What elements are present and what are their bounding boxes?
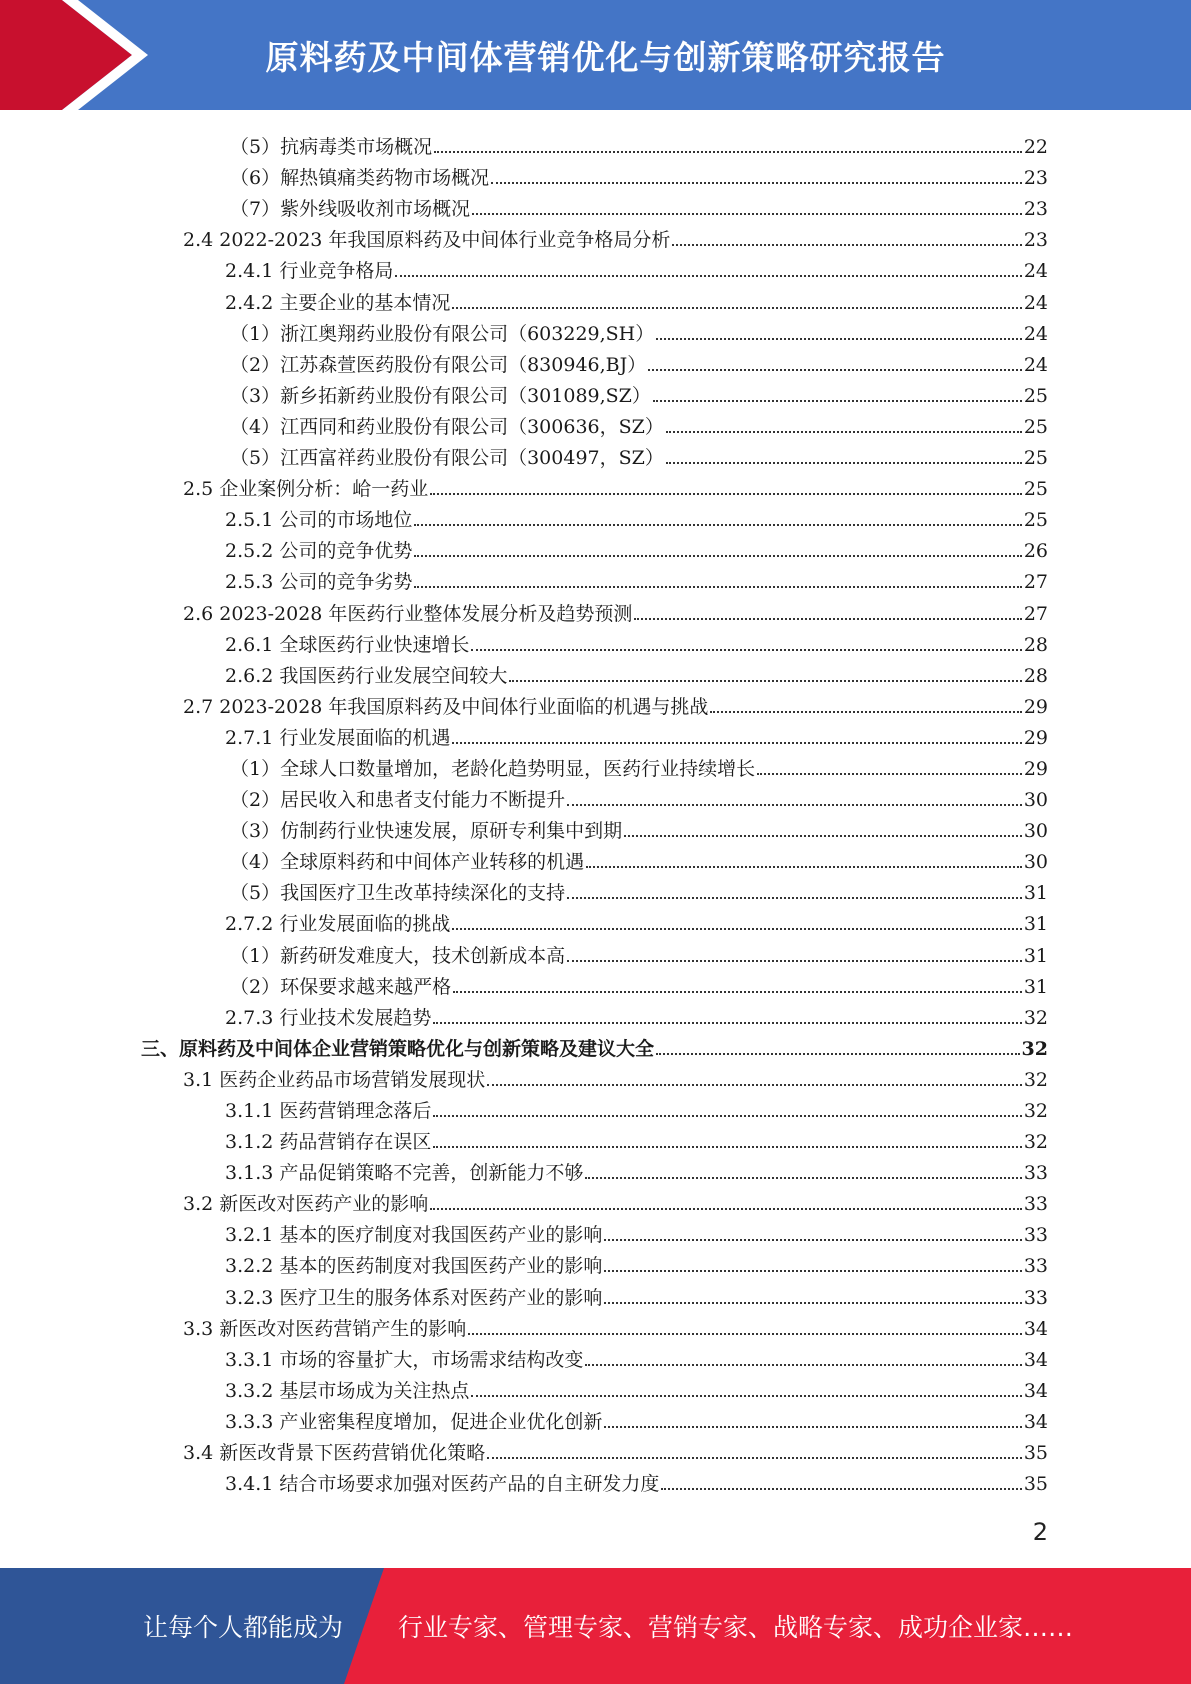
table-of-contents: [0, 127, 1191, 1495]
toc-entry-page: 33: [1023, 1255, 1048, 1278]
toc-entry-label: 3.2 新医改对医药产业的影响: [183, 1193, 429, 1216]
toc-entry[interactable]: [0, 562, 1048, 593]
toc-entry[interactable]: [0, 500, 1048, 531]
toc-entry-label: （6）解热镇痛类药物市场概况: [230, 167, 490, 190]
toc-entry[interactable]: [0, 469, 1048, 500]
toc-entry-label: （5）抗病毒类市场概况: [230, 136, 433, 159]
toc-dot-leader: [472, 212, 1022, 215]
toc-entry-label: （7）紫外线吸收剂市场概况: [230, 198, 471, 221]
toc-entry-page: 24: [1023, 260, 1048, 283]
toc-dot-leader: [509, 679, 1021, 682]
toc-entry-page: 32: [1023, 1068, 1048, 1091]
toc-entry[interactable]: [0, 1464, 1048, 1495]
toc-entry-page: 25: [1023, 415, 1048, 438]
toc-entry-page: 24: [1023, 353, 1048, 376]
toc-dot-leader: [433, 1114, 1021, 1117]
toc-dot-leader: [452, 927, 1021, 930]
toc-entry[interactable]: [0, 873, 1048, 904]
toc-entry[interactable]: [0, 780, 1048, 811]
toc-entry-page: 24: [1023, 322, 1048, 345]
toc-entry-page: 34: [1023, 1348, 1048, 1371]
toc-entry-label: （3）新乡拓新药业股份有限公司（301089,SZ）: [230, 384, 651, 407]
toc-entry[interactable]: [0, 438, 1048, 469]
toc-entry-page: 29: [1023, 757, 1048, 780]
toc-entry[interactable]: [0, 531, 1048, 562]
toc-entry[interactable]: [0, 1122, 1048, 1153]
toc-entry-page: 31: [1023, 975, 1048, 998]
toc-entry-label: （4）全球原料药和中间体产业转移的机遇: [230, 851, 585, 874]
toc-entry[interactable]: [0, 407, 1048, 438]
toc-entry-label: （1）新药研发难度大，技术创新成本高: [230, 944, 566, 967]
toc-dot-leader: [656, 1052, 1020, 1055]
toc-entry-page: 23: [1023, 167, 1048, 190]
toc-entry[interactable]: [0, 251, 1048, 282]
footer-banner: [0, 1568, 1191, 1684]
toc-entry-label: 3.1 医药企业药品市场营销发展现状: [183, 1068, 486, 1091]
toc-entry-label: 3.1.2 药品营销存在误区: [225, 1131, 432, 1154]
toc-entry-label: 2.5.3 公司的竞争劣势: [225, 571, 413, 594]
toc-entry[interactable]: [0, 1340, 1048, 1371]
toc-entry-page: 32: [1023, 1100, 1048, 1122]
toc-entry[interactable]: [0, 1402, 1048, 1433]
toc-dot-leader: [434, 150, 1022, 153]
toc-entry[interactable]: [0, 282, 1048, 313]
toc-entry-page: 30: [1023, 789, 1048, 812]
toc-dot-leader: [453, 990, 1022, 993]
toc-entry-page: 35: [1023, 1473, 1048, 1496]
toc-entry-label: （2）居民收入和患者支付能力不断提升: [230, 789, 566, 812]
toc-dot-leader: [666, 461, 1022, 464]
toc-entry-label: 2.5 企业案例分析：峆一药业: [183, 478, 429, 501]
toc-dot-leader: [624, 834, 1022, 837]
toc-entry-label: 三、原料药及中间体企业营销策略优化与创新策略及建议大全: [141, 1037, 655, 1060]
toc-entry[interactable]: [0, 811, 1048, 842]
toc-entry[interactable]: [0, 687, 1048, 718]
toc-entry-page: 32: [1021, 1037, 1048, 1060]
toc-entry-page: 34: [1023, 1410, 1048, 1433]
toc-entry[interactable]: [0, 1371, 1048, 1402]
toc-entry[interactable]: [0, 1029, 1048, 1060]
toc-entry[interactable]: [0, 1246, 1048, 1277]
toc-entry[interactable]: [0, 1277, 1048, 1308]
toc-entry-page: 24: [1023, 291, 1048, 314]
toc-dot-leader: [586, 865, 1022, 868]
toc-entry[interactable]: [0, 314, 1048, 345]
toc-entry-label: 2.7 2023-2028 年我国原料药及中间体行业面临的机遇与挑战: [183, 695, 709, 718]
toc-entry-page: 29: [1023, 695, 1048, 718]
toc-dot-leader: [666, 430, 1022, 433]
toc-entry-label: 2.6 2023-2028 年医药行业整体发展分析及趋势预测: [183, 602, 633, 625]
toc-entry-page: 29: [1023, 726, 1048, 749]
toc-entry-page: 27: [1023, 602, 1048, 625]
toc-dot-leader: [471, 648, 1021, 651]
toc-entry-label: 2.7.1 行业发展面临的机遇: [225, 726, 451, 749]
toc-entry-page: 22: [1023, 136, 1048, 159]
toc-entry[interactable]: [0, 1091, 1048, 1122]
toc-entry[interactable]: [0, 935, 1048, 966]
toc-dot-leader: [433, 1145, 1021, 1148]
toc-entry-page: 26: [1023, 540, 1048, 563]
toc-entry-page: 30: [1023, 820, 1048, 843]
toc-dot-leader: [567, 803, 1022, 806]
toc-entry-label: （1）全球人口数量增加，老龄化趋势明显，医药行业持续增长: [230, 757, 756, 780]
toc-dot-leader: [604, 1238, 1021, 1241]
toc-dot-leader: [656, 337, 1022, 340]
toc-entry[interactable]: [0, 158, 1048, 189]
toc-entry-label: 3.1.3 产品促销策略不完善，创新能力不够: [225, 1162, 584, 1185]
toc-entry-page: 25: [1023, 384, 1048, 407]
toc-entry[interactable]: [0, 345, 1048, 376]
toc-dot-leader: [710, 710, 1021, 713]
toc-dot-leader: [491, 181, 1022, 184]
toc-entry-label: （2）江苏森萱医药股份有限公司（830946,BJ）: [230, 353, 647, 376]
toc-entry[interactable]: [0, 718, 1048, 749]
toc-dot-leader: [757, 772, 1022, 775]
toc-entry-page: 31: [1023, 913, 1048, 936]
toc-entry-label: 3.1.1 医药营销理念落后: [225, 1100, 432, 1122]
toc-entry-page: 23: [1023, 229, 1048, 252]
toc-entry[interactable]: [0, 1215, 1048, 1246]
toc-entry-page: 34: [1023, 1379, 1048, 1402]
toc-entry-label: （3）仿制药行业快速发展，原研专利集中到期: [230, 820, 623, 843]
toc-entry[interactable]: [0, 127, 1048, 158]
toc-entry-label: 3.2.2 基本的医药制度对我国医药产业的影响: [225, 1255, 603, 1278]
toc-entry-label: 2.4.2 主要企业的基本情况: [225, 291, 451, 314]
toc-entry[interactable]: [0, 1060, 1048, 1091]
toc-entry-page: 33: [1023, 1286, 1048, 1309]
toc-entry-label: （5）我国医疗卫生改革持续深化的支持: [230, 882, 566, 905]
toc-entry-page: 32: [1023, 1131, 1048, 1154]
toc-entry-label: 2.4 2022-2023 年我国原料药及中间体行业竞争格局分析: [183, 229, 671, 252]
toc-entry[interactable]: [0, 376, 1048, 407]
toc-entry-label: （2）环保要求越来越严格: [230, 975, 452, 998]
toc-dot-leader: [487, 1456, 1022, 1459]
toc-entry[interactable]: [0, 842, 1048, 873]
toc-entry-page: 33: [1023, 1193, 1048, 1216]
toc-entry[interactable]: [0, 1153, 1048, 1184]
toc-dot-leader: [634, 617, 1021, 620]
toc-entry-label: （5）江西富祥药业股份有限公司（300497，SZ）: [230, 447, 664, 470]
toc-entry-page: 32: [1023, 1006, 1048, 1029]
toc-entry-page: 27: [1023, 571, 1048, 594]
toc-dot-leader: [672, 243, 1021, 246]
toc-dot-leader: [452, 306, 1021, 309]
toc-entry-label: 2.4.1 行业竞争格局: [225, 260, 394, 283]
toc-entry-label: 2.5.2 公司的竞争优势: [225, 540, 413, 563]
toc-entry-page: 23: [1023, 198, 1048, 221]
toc-dot-leader: [567, 959, 1022, 962]
toc-entry[interactable]: [0, 904, 1048, 935]
toc-entry-label: 3.2.1 基本的医疗制度对我国医药产业的影响: [225, 1224, 603, 1247]
toc-entry-label: 3.2.3 医疗卫生的服务体系对医药产业的影响: [225, 1286, 603, 1309]
toc-entry-label: 3.3.1 市场的容量扩大，市场需求结构改变: [225, 1348, 584, 1371]
toc-entry-page: 25: [1023, 509, 1048, 532]
toc-entry[interactable]: [0, 1184, 1048, 1215]
toc-entry-page: 33: [1023, 1224, 1048, 1247]
toc-entry-page: 25: [1023, 447, 1048, 470]
toc-entry-page: 31: [1023, 944, 1048, 967]
footer-slogan-right: 行业专家、管理专家、营销专家、战略专家、成功企业家……: [398, 1613, 1074, 1642]
toc-dot-leader: [585, 1176, 1021, 1179]
toc-entry-page: 35: [1023, 1442, 1048, 1465]
toc-entry-label: 2.7.2 行业发展面临的挑战: [225, 913, 451, 936]
header-banner: [0, 0, 1191, 110]
toc-entry[interactable]: [0, 967, 1048, 998]
toc-dot-leader: [430, 1207, 1022, 1210]
toc-dot-leader: [452, 741, 1021, 744]
toc-entry-label: 3.3 新医改对医药营销产生的影响: [183, 1317, 467, 1340]
toc-dot-leader: [430, 492, 1022, 495]
toc-dot-leader: [604, 1269, 1021, 1272]
toc-dot-leader: [653, 399, 1022, 402]
toc-entry-label: 3.3.2 基层市场成为关注热点: [225, 1379, 470, 1402]
toc-dot-leader: [661, 1487, 1021, 1490]
toc-dot-leader: [487, 1083, 1022, 1086]
toc-dot-leader: [468, 1332, 1022, 1335]
toc-dot-leader: [648, 368, 1022, 371]
toc-entry-label: 2.5.1 公司的市场地位: [225, 509, 413, 532]
toc-dot-leader: [414, 585, 1021, 588]
toc-dot-leader: [471, 1394, 1021, 1397]
toc-entry[interactable]: [0, 998, 1048, 1029]
toc-entry-label: （1）浙江奥翔药业股份有限公司（603229,SH）: [230, 322, 655, 345]
toc-entry-page: 28: [1023, 633, 1048, 656]
toc-entry-label: 3.4 新医改背景下医药营销优化策略: [183, 1442, 486, 1465]
toc-entry[interactable]: [0, 749, 1048, 780]
toc-entry-label: 3.4.1 结合市场要求加强对医药产品的自主研发力度: [225, 1473, 660, 1496]
toc-entry[interactable]: [0, 593, 1048, 624]
footer-slogan-left: 让每个人都能成为: [143, 1613, 344, 1642]
toc-entry-page: 34: [1023, 1317, 1048, 1340]
toc-dot-leader: [604, 1301, 1021, 1304]
toc-entry[interactable]: [0, 1309, 1048, 1340]
toc-entry-label: 3.3.3 产业密集程度增加，促进企业优化创新: [225, 1410, 603, 1433]
toc-dot-leader: [585, 1363, 1021, 1366]
toc-dot-leader: [433, 1021, 1021, 1024]
toc-entry-label: 2.6.2 我国医药行业发展空间较大: [225, 664, 508, 687]
page-number: 2: [1032, 1518, 1048, 1546]
toc-dot-leader: [414, 554, 1021, 557]
toc-entry-page: 25: [1023, 478, 1048, 501]
toc-entry[interactable]: [0, 1433, 1048, 1464]
toc-entry-label: 2.6.1 全球医药行业快速增长: [225, 633, 470, 656]
document-title: 原料药及中间体营销优化与创新策略研究报告: [265, 37, 946, 77]
toc-entry[interactable]: [0, 189, 1048, 220]
toc-dot-leader: [604, 1425, 1021, 1428]
toc-dot-leader: [567, 896, 1022, 899]
toc-dot-leader: [395, 274, 1021, 277]
toc-entry-label: （4）江西同和药业股份有限公司（300636，SZ）: [230, 415, 664, 438]
toc-entry[interactable]: [0, 656, 1048, 687]
toc-dot-leader: [414, 523, 1021, 526]
toc-entry-page: 31: [1023, 882, 1048, 905]
toc-entry-label: 2.7.3 行业技术发展趋势: [225, 1006, 432, 1029]
toc-entry-page: 28: [1023, 664, 1048, 687]
toc-entry[interactable]: [0, 220, 1048, 251]
toc-entry-page: 30: [1023, 851, 1048, 874]
toc-entry[interactable]: [0, 625, 1048, 656]
toc-entry-page: 33: [1023, 1162, 1048, 1185]
